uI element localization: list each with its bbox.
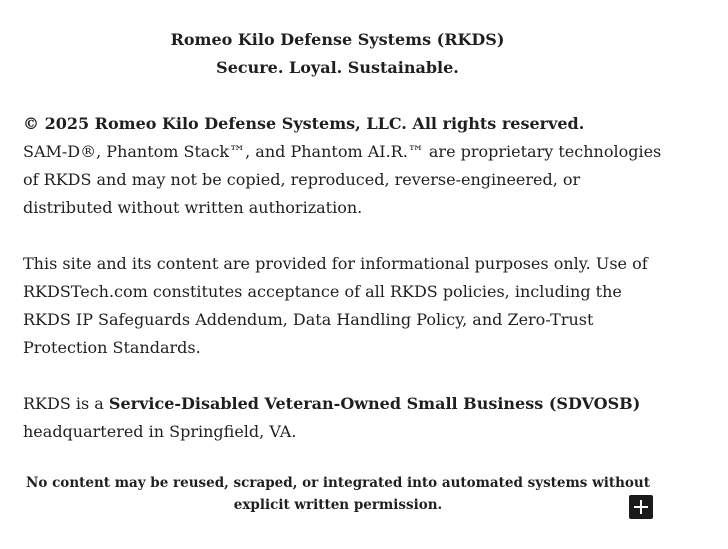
plus-button[interactable] [629, 495, 653, 519]
trademark-statement: SAM-D®, Phantom Stack™, and Phantom AI.R.™ are proprietary technologies of RKDS and may not be copied, reproduced, reverse-engineered, or distributed without written authorization. [23, 142, 662, 217]
business-prefix: RKDS is a [23, 394, 109, 413]
terms-section [23, 250, 663, 362]
company-tagline: Secure. Loyal. Sustainable. [216, 58, 459, 77]
company-name: Romeo Kilo Defense Systems (RKDS) [170, 30, 505, 49]
company-header [0, 26, 675, 82]
business-section [23, 390, 663, 446]
copyright-section [23, 110, 663, 222]
copyright-notice: © 2025 Romeo Kilo Defense Systems, LLC. All rights reserved. [23, 114, 585, 133]
business-status: Service-Disabled Veteran-Owned Small Business (SDVOSB) [108, 394, 641, 413]
reuse-disclaimer: No content may be reused, scraped, or integrated into automated systems without explicit written permission. [26, 475, 650, 513]
plus-icon [634, 500, 648, 514]
business-location: headquartered in Springfield, VA. [23, 422, 297, 441]
terms-statement: This site and its content are provided for informational purposes only. Use of RKDSTech.com constitutes acceptance of all RKDS policies, including the RKDS IP Safeguards Addendum, Data Handling Policy, and Zero-Trust Protection Standards. [23, 254, 648, 357]
